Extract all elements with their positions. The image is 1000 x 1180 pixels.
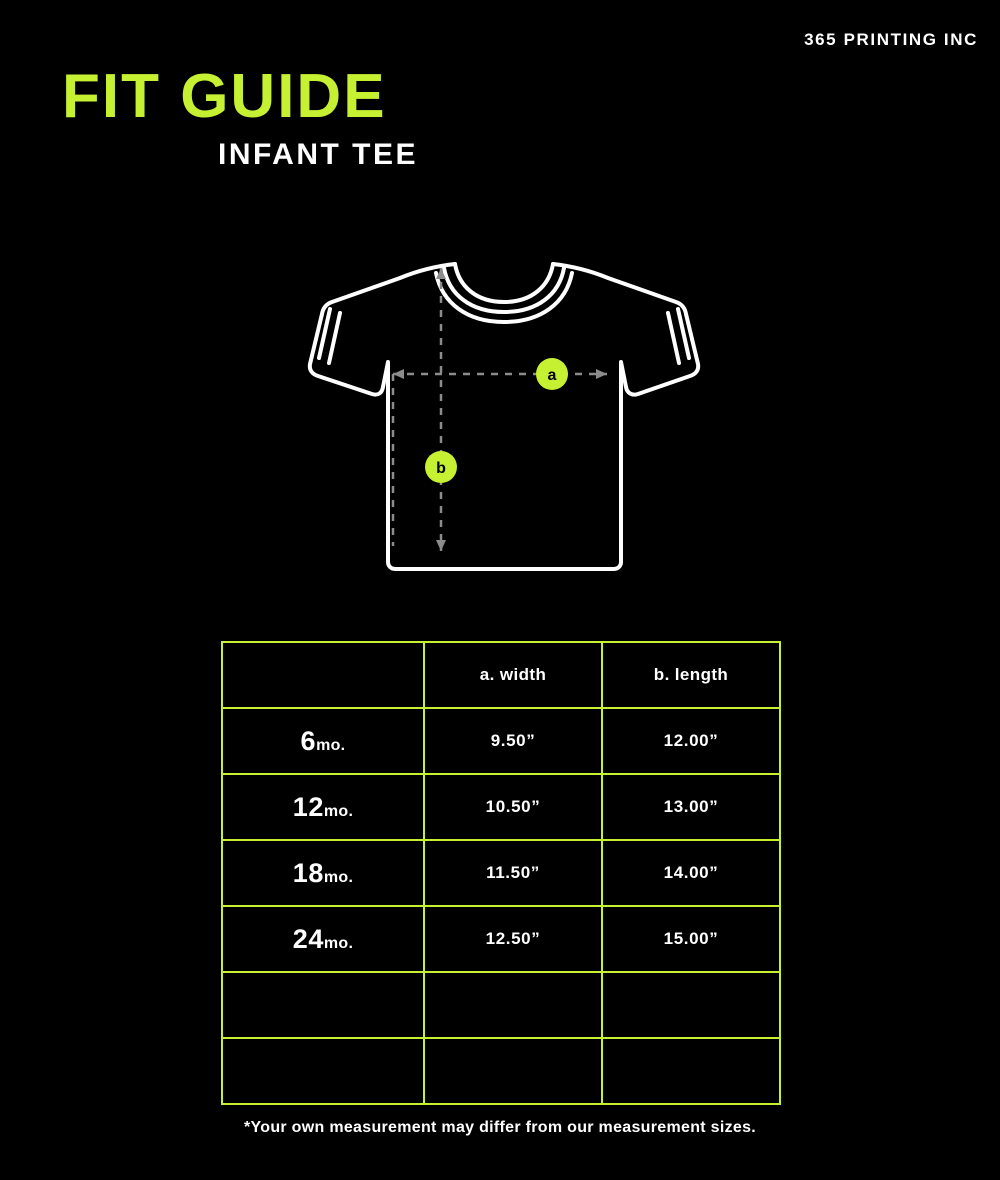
table-row bbox=[222, 774, 780, 840]
footnote: *Your own measurement may differ from our measurement sizes. bbox=[243, 1119, 757, 1136]
marker-b-label: b bbox=[436, 460, 446, 477]
title-block bbox=[62, 62, 482, 171]
width-cell: 10.50” bbox=[424, 774, 602, 840]
width-cell: 9.50” bbox=[424, 708, 602, 774]
table-header-cell-size bbox=[222, 642, 424, 708]
length-cell: 12.00” bbox=[602, 708, 780, 774]
table-header-cell-length: b. length bbox=[602, 642, 780, 708]
size-cell: 24mo. bbox=[222, 906, 424, 972]
brand-name: 365 PRINTING INC bbox=[804, 30, 978, 49]
size-cell: 18mo. bbox=[222, 840, 424, 906]
table-header-cell-width: a. width bbox=[424, 642, 602, 708]
table-row bbox=[222, 906, 780, 972]
table-row bbox=[222, 708, 780, 774]
size-cell bbox=[222, 1038, 424, 1104]
width-cell bbox=[424, 1038, 602, 1104]
table-header-row bbox=[222, 642, 780, 708]
page-title: FIT GUIDE bbox=[62, 62, 387, 131]
tee-outline-svg bbox=[0, 246, 1000, 586]
marker-a-label: a bbox=[547, 367, 557, 384]
size-table bbox=[221, 641, 781, 1105]
page-subtitle: INFANT TEE bbox=[217, 138, 418, 171]
size-table-wrap bbox=[221, 641, 779, 1105]
width-cell: 12.50” bbox=[424, 906, 602, 972]
length-cell bbox=[602, 972, 780, 1038]
size-cell: 12mo. bbox=[222, 774, 424, 840]
width-cell bbox=[424, 972, 602, 1038]
length-cell: 13.00” bbox=[602, 774, 780, 840]
size-cell: 6mo. bbox=[222, 708, 424, 774]
table-row bbox=[222, 1038, 780, 1104]
length-cell: 15.00” bbox=[602, 906, 780, 972]
length-cell bbox=[602, 1038, 780, 1104]
tee-diagram bbox=[0, 246, 1000, 586]
length-cell: 14.00” bbox=[602, 840, 780, 906]
size-cell bbox=[222, 972, 424, 1038]
width-cell: 11.50” bbox=[424, 840, 602, 906]
table-row bbox=[222, 840, 780, 906]
table-row bbox=[222, 972, 780, 1038]
